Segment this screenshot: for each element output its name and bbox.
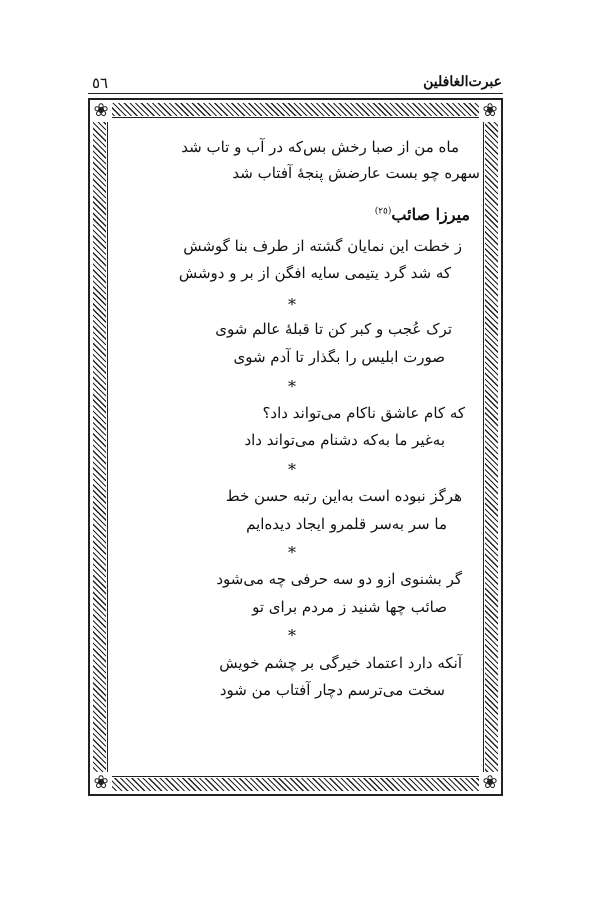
page-number: ٥٦ — [92, 74, 109, 92]
poet-heading — [375, 205, 470, 224]
verse-separator: * — [288, 460, 296, 479]
verse-line: ترک عُجب و کبر کن تا قبلهٔ عالم شوی — [215, 320, 452, 338]
verse-line: سخت می‌ترسم دچار آفتاب من شود — [219, 681, 445, 699]
poet-name: میرزا صائب — [391, 205, 470, 224]
verse-line: به‌غیر ما به‌که دشنام می‌تواند داد — [244, 431, 445, 449]
verse-line: که شد گرد یتیمی سایه افگن از بر و دوشش — [178, 264, 451, 282]
verse-separator: * — [288, 626, 296, 645]
verse-line: که کام عاشق ناکام می‌تواند داد؟ — [262, 404, 465, 422]
verse-line: ماه من از صبا رخش بس‌که در آب و تاب شد — [181, 138, 459, 156]
book-title: عبرت‌الغافلین — [423, 74, 502, 90]
header-rule — [88, 93, 503, 94]
verse-line: ما سر به‌سر قلمرو ایجاد دیده‌ایم — [246, 515, 447, 533]
verse-line: ز خطت این نمایان گشته از طرف بنا گوشش — [183, 237, 462, 255]
verse-line: سهره چو بست عارضش پنجهٔ آفتاب شد — [232, 164, 480, 182]
verse-separator: * — [288, 295, 296, 314]
corner-ornament-icon: ❀ — [90, 100, 112, 122]
verse-separator: * — [288, 543, 296, 562]
verse-separator: * — [288, 377, 296, 396]
footnote-ref: (٢٥) — [374, 206, 392, 217]
corner-ornament-icon: ❀ — [90, 772, 112, 794]
verse-line: صورت ابلیس را بگذار تا آدم شوی — [233, 348, 445, 366]
verse-line: آنکه دارد اعتماد خیرگی بر چشم خویش — [219, 654, 462, 672]
corner-ornament-icon: ❀ — [479, 100, 501, 122]
verse-line: هرگز نبوده است به‌این رتبه حسن خط — [225, 487, 462, 505]
verse-line: گر بشنوی ازو دو سه حرفی چه می‌شود — [216, 570, 462, 588]
verse-line: صائب چها شنید ز مردم برای تو — [252, 598, 447, 616]
corner-ornament-icon: ❀ — [479, 772, 501, 794]
